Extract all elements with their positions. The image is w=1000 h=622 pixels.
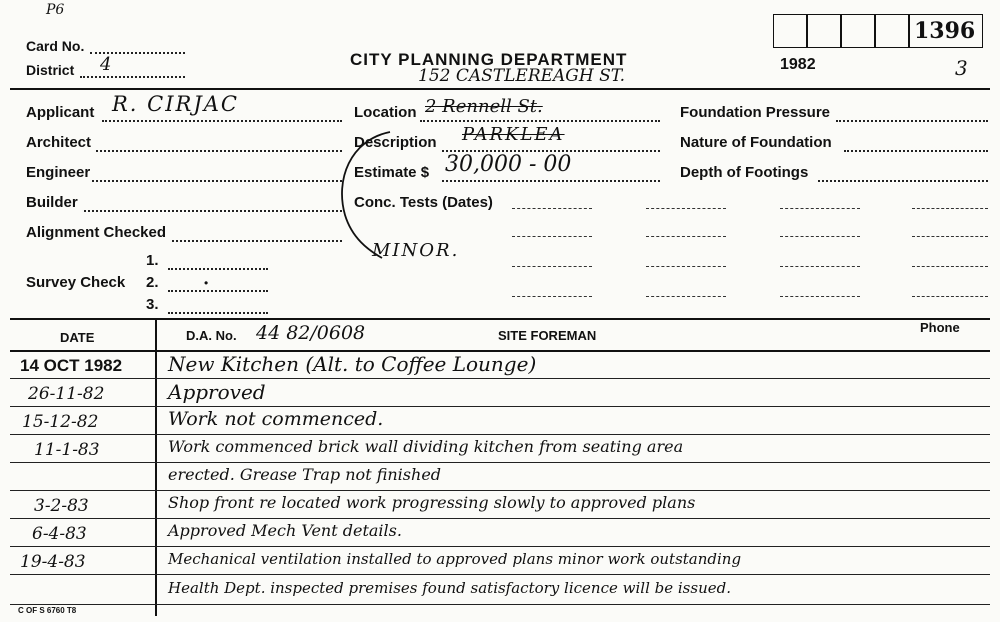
ruled-line xyxy=(10,434,990,435)
location-line xyxy=(420,120,660,122)
entry-date: 19-4-83 xyxy=(20,552,86,572)
form-code: C OF S 6760 T8 xyxy=(18,606,77,615)
entry-text: erected. Grease Trap not finished xyxy=(168,465,442,484)
entry-text: Mechanical ventilation installed to approved plans minor work outstanding xyxy=(168,550,742,568)
conc-dash xyxy=(912,296,988,297)
date-column-divider xyxy=(155,320,157,616)
applicant-line xyxy=(102,120,342,122)
conc-dash xyxy=(646,236,726,237)
conc-dash xyxy=(512,296,592,297)
ruled-line xyxy=(10,546,990,547)
location-value: 2 Rennell St. xyxy=(425,96,543,117)
survey-dot-mark: • xyxy=(204,276,209,290)
ruled-line xyxy=(10,406,990,407)
ruled-line xyxy=(10,604,990,605)
survey-item-3: 3. xyxy=(146,296,159,313)
card-box-2 xyxy=(807,14,841,48)
district-label: District xyxy=(26,62,75,78)
conc-dash xyxy=(780,296,860,297)
nature-of-foundation-line xyxy=(844,150,988,152)
foundation-pressure-label: Foundation Pressure xyxy=(680,104,831,121)
conc-dash xyxy=(646,296,726,297)
survey-line-1 xyxy=(168,268,268,270)
builder-label: Builder xyxy=(26,194,78,211)
card-box-4 xyxy=(875,14,909,48)
year: 1982 xyxy=(780,56,816,73)
description-label: Description xyxy=(354,134,437,151)
survey-check-label: Survey Check xyxy=(26,274,126,291)
applicant-label: Applicant xyxy=(26,104,95,121)
foundation-pressure-line xyxy=(836,120,988,122)
header-divider xyxy=(10,88,990,90)
conc-dash xyxy=(512,208,592,209)
entry-text: Work not commenced. xyxy=(168,408,384,430)
depth-of-footings-line xyxy=(818,180,988,182)
description-value: PARKLEA xyxy=(462,124,565,145)
da-no-label: D.A. No. xyxy=(186,328,237,343)
address-value: 152 CASTLEREAGH ST. xyxy=(418,66,626,86)
engineer-line xyxy=(92,180,342,182)
entry-date: 3-2-83 xyxy=(34,496,89,516)
date-column-header: DATE xyxy=(60,330,95,345)
entry-text: New Kitchen (Alt. to Coffee Lounge) xyxy=(168,352,537,376)
conc-dash xyxy=(912,266,988,267)
ruled-line xyxy=(10,574,990,575)
entry-date: 15-12-82 xyxy=(22,412,99,432)
engineer-label: Engineer xyxy=(26,164,91,181)
entry-text: Health Dept. inspected premises found satisfactory licence will be issued. xyxy=(168,579,731,597)
architect-line xyxy=(96,150,342,152)
applicant-value: R. CIRJAC xyxy=(112,92,239,116)
card-number: 1396 xyxy=(914,18,976,44)
entry-text: Shop front re located work progressing slowly to approved plans xyxy=(168,493,696,512)
conc-dash xyxy=(646,208,726,209)
nature-of-foundation-label: Nature of Foundation xyxy=(680,134,832,151)
site-foreman-label: SITE FOREMAN xyxy=(498,328,597,343)
phone-label: Phone xyxy=(920,320,960,335)
ruled-line xyxy=(10,462,990,463)
entry-text: Approved xyxy=(168,380,266,404)
survey-item-1: 1. xyxy=(146,252,159,269)
ruled-line xyxy=(10,518,990,519)
entry-date: 14 OCT 1982 xyxy=(20,356,123,375)
location-label: Location xyxy=(354,104,417,121)
depth-of-footings-label: Depth of Footings xyxy=(680,164,809,181)
diary-top-divider xyxy=(10,318,990,320)
conc-tests-label: Conc. Tests (Dates) xyxy=(354,194,493,211)
card-box-1 xyxy=(773,14,807,48)
builder-line xyxy=(84,210,342,212)
conc-dash xyxy=(912,208,988,209)
alignment-checked-label: Alignment Checked xyxy=(26,224,167,241)
entry-text: Approved Mech Vent details. xyxy=(168,521,402,540)
sheet-number: 3 xyxy=(955,56,968,80)
minor-note: MINOR. xyxy=(372,240,460,261)
district-line xyxy=(80,76,185,78)
ruled-line xyxy=(10,378,990,379)
estimate-line xyxy=(442,180,660,182)
entry-date: 26-11-82 xyxy=(28,384,105,404)
entry-date: 6-4-83 xyxy=(32,524,87,544)
conc-dash xyxy=(512,266,592,267)
conc-dash xyxy=(512,236,592,237)
entry-date: 11-1-83 xyxy=(34,440,100,460)
survey-line-2 xyxy=(168,290,268,292)
conc-dash xyxy=(646,266,726,267)
da-no-value: 44 82/0608 xyxy=(256,322,366,344)
survey-line-3 xyxy=(168,312,268,314)
card-no-label: Card No. xyxy=(26,38,85,54)
page-title: CITY PLANNING DEPARTMENT xyxy=(350,50,628,69)
conc-dash xyxy=(780,236,860,237)
survey-item-2: 2. xyxy=(146,274,159,291)
card-box-3 xyxy=(841,14,875,48)
estimate-value: 30,000 - 00 xyxy=(445,152,572,177)
corner-note: P6 xyxy=(46,2,65,18)
entry-text: Work commenced brick wall dividing kitchen from seating area xyxy=(168,437,684,456)
conc-dash xyxy=(780,266,860,267)
district-value: 4 xyxy=(100,54,112,75)
conc-dash xyxy=(912,236,988,237)
estimate-label: Estimate $ xyxy=(354,164,430,181)
alignment-line xyxy=(172,240,342,242)
conc-dash xyxy=(780,208,860,209)
ruled-line xyxy=(10,490,990,491)
architect-label: Architect xyxy=(26,134,92,151)
